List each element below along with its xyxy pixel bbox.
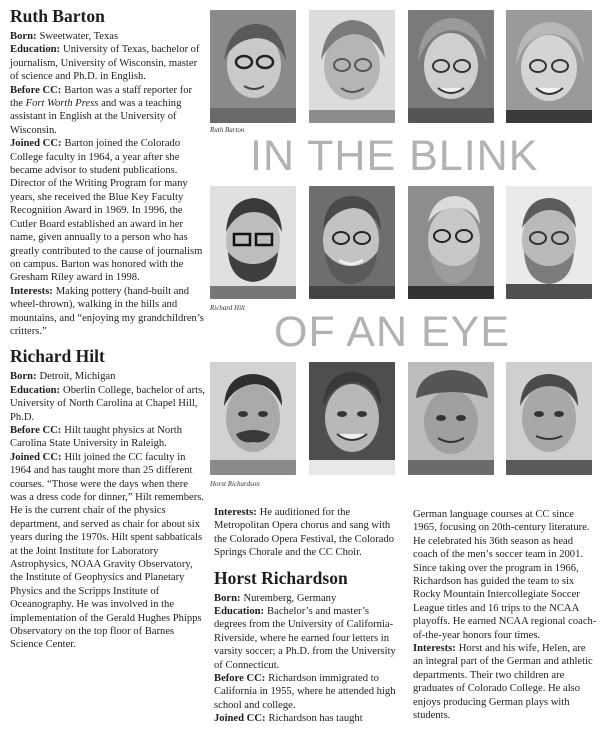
richardson-name: Horst Richardson [214,567,348,588]
richardson-before: Before CC: Richardson immigrated to California in 1955, where he attended high school and college. [214,673,396,711]
hilt-born: Born: Detroit, Michigan [10,371,116,383]
richardson-photo-1 [210,362,296,475]
barton-interests: Interests: Making pottery (hand-built and wheel-thrown), walking in the hills and mountains, and “enjoying my grandchildren’s critters.” [10,285,204,337]
right-column [413,508,597,723]
richardson-born: Born: Nuremberg, Germany [214,592,337,604]
hilt-education: Education: Oberlin College, bachelor of arts, University of North Carolina at Chapel Hill, Ph.D. [10,384,205,423]
barton-photo-1 [210,10,296,123]
barton-born: Born: Sweetwater, Texas [10,31,119,42]
richardson-photo-3 [408,362,494,475]
hilt-interests: Interests: He auditioned for the Metropolitan Opera chorus and sang with the Colorado Opera Festival, the Colorado Springs Chorale and the CC Choir. [214,507,395,559]
richardson-caption: Horst Richardson [210,480,260,488]
middle-column [214,506,404,726]
left-column [10,6,206,652]
hilt-before: Before CC: Hilt taught physics at North Carolina State University in Raleigh. [10,424,182,450]
richardson-interests: Interests: Horst and his wife, Helen, are an integral part of the German and athletic departments. Their two children are graduates of Colorado College. He also enjoys producing German plays with students. [413,643,593,722]
hilt-name: Richard Hilt [10,346,105,367]
barton-education: Education: University of Texas, bachelor of journalism, University of Wisconsin, master of science and Ph.D. in English. [10,44,200,83]
hilt-joined: Joined CC: Hilt joined the CC faculty in 1964 and has taught more than 25 different courses. “Those were the days when there was a dress code for dinner,” Hilt remembers. He is the current chair of the physics department, and served as chair for about six years during the 1970s. Hilt spent sabbaticals at the Joint Institute for Laboratory Astrophysics, NOAA Gravity Observatory, the Institute of Geophysics and Planetary Physics and the Scripps Institute of Oceanography. He was involved in the implementation of the Gerald Hughes Phipps Observatory on the top floor of Barnes Science Center. [10,451,205,651]
richardson-education: Education: Bachelor’s and master’s degrees from the University of California-Riverside, where he earned four letters in varsity soccer; a Ph.D. from the University of Connecticut. [214,606,396,671]
headline-line-1: IN THE BLINK [250,132,539,180]
richardson-joined-continued: German language courses at CC since 1965, focusing on 20th-century literature. He celebrated his 36th season as head coach of the men’s soccer team in 2001. Since taking over the program in 1966, Richardson has guided the team to six Rocky Mountain Intercollegiate Soccer League titles and 16 trips to the NCAA playoffs. He earned NCAA regional coach-of-the-year honors four times. [413,509,597,641]
richardson-photo-4 [506,362,592,475]
hilt-photo-4 [506,186,592,299]
barton-name: Ruth Barton [10,6,105,26]
barton-photo-2 [309,10,395,123]
richardson-photo-2 [309,362,395,475]
headline-line-2: OF AN EYE [274,308,511,356]
richardson-joined: Joined CC: Richardson has taught [214,713,363,725]
hilt-photo-1 [210,186,296,299]
barton-before: Before CC: Barton was a staff reporter for the Fort Worth Press and was a teaching assistant in English at the University of Wisconsin. [10,84,193,136]
photo-grid [210,6,600,502]
barton-photo-3 [408,10,494,123]
hilt-caption: Richard Hilt [210,304,245,312]
barton-photo-4 [506,10,592,123]
barton-caption: Ruth Barton [210,126,245,134]
barton-joined: Joined CC: Barton joined the Colorado College faculty in 1964, a year after she became advisor to student publications. Director of the Writing Program for many years, she received the Blue Key Faculty Recognition Award in 1969. In 1996, the Cutler Board established an award in her name, given annually to a person who has greatly contributed to the cause of journalism on campus. Barton was honored with the Gresham Riley award in 1998. [10,138,203,284]
hilt-photo-3 [408,186,494,299]
hilt-photo-2 [309,186,395,299]
